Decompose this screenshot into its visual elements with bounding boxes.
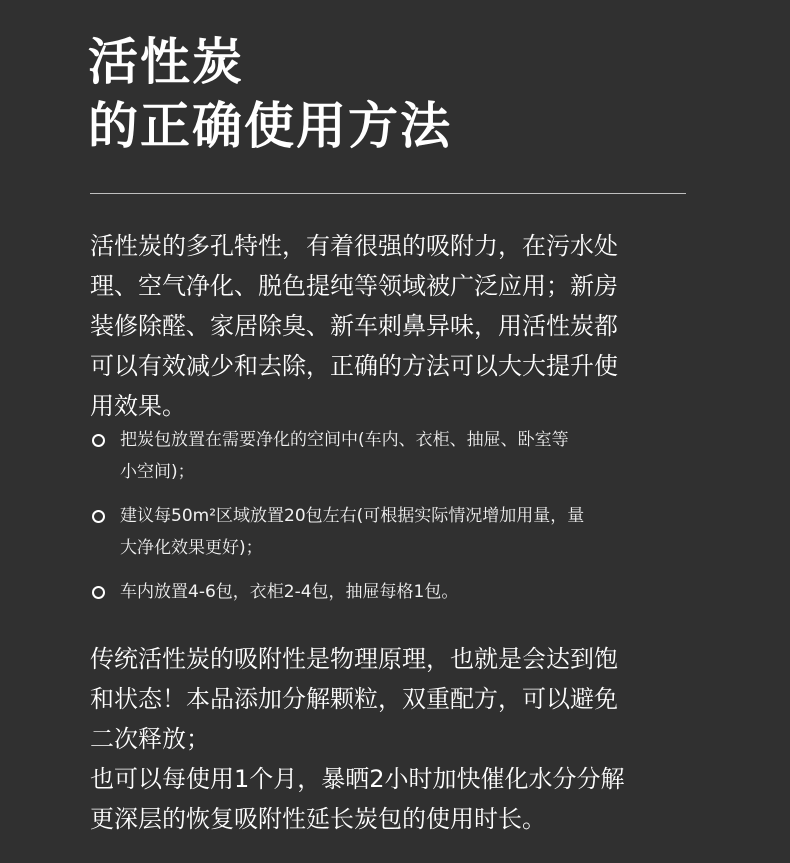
intro-line: 用效果。 bbox=[90, 392, 186, 420]
outro-line: 二次释放； bbox=[90, 725, 210, 753]
page-title bbox=[88, 30, 452, 158]
usage-tip-item bbox=[90, 500, 690, 564]
outro-paragraph bbox=[90, 639, 702, 839]
intro-line: 装修除醛、家居除臭、新车刺鼻异味，用活性炭都 bbox=[90, 312, 618, 340]
intro-line: 可以有效减少和去除，正确的方法可以大大提升使 bbox=[90, 352, 618, 380]
intro-line: 活性炭的多孔特性，有着很强的吸附力，在污水处 bbox=[90, 232, 618, 260]
circle-bullet-icon bbox=[92, 586, 105, 599]
outro-line: 也可以每使用1个月，暴晒2小时加快催化水分分解 bbox=[90, 765, 625, 793]
circle-bullet-icon bbox=[92, 434, 105, 447]
title-line-1: 活性炭 bbox=[88, 33, 244, 91]
usage-tip-line: 大净化效果更好)； bbox=[120, 538, 263, 558]
intro-paragraph bbox=[90, 226, 702, 426]
usage-tip-line: 把炭包放置在需要净化的空间中(车内、衣柜、抽屉、卧室等 bbox=[120, 430, 569, 450]
usage-tip-item bbox=[90, 576, 690, 608]
usage-tip-line: 小空间)； bbox=[120, 462, 195, 482]
outro-line: 更深层的恢复吸附性延长炭包的使用时长。 bbox=[90, 805, 546, 833]
title-divider bbox=[90, 193, 686, 194]
usage-tip-line: 车内放置4-6包，衣柜2-4包，抽屉每格1包。 bbox=[120, 582, 459, 602]
usage-tip-line: 建议每50m²区域放置20包左右(可根据实际情况增加用量，量 bbox=[120, 506, 585, 526]
outro-line: 和状态！本品添加分解颗粒，双重配方，可以避免 bbox=[90, 685, 618, 713]
outro-line: 传统活性炭的吸附性是物理原理，也就是会达到饱 bbox=[90, 645, 618, 673]
title-line-2: 的正确使用方法 bbox=[88, 97, 452, 155]
usage-tips-list bbox=[90, 424, 690, 620]
circle-bullet-icon bbox=[92, 510, 105, 523]
usage-tip-item bbox=[90, 424, 690, 488]
intro-line: 理、空气净化、脱色提纯等领域被广泛应用；新房 bbox=[90, 272, 618, 300]
